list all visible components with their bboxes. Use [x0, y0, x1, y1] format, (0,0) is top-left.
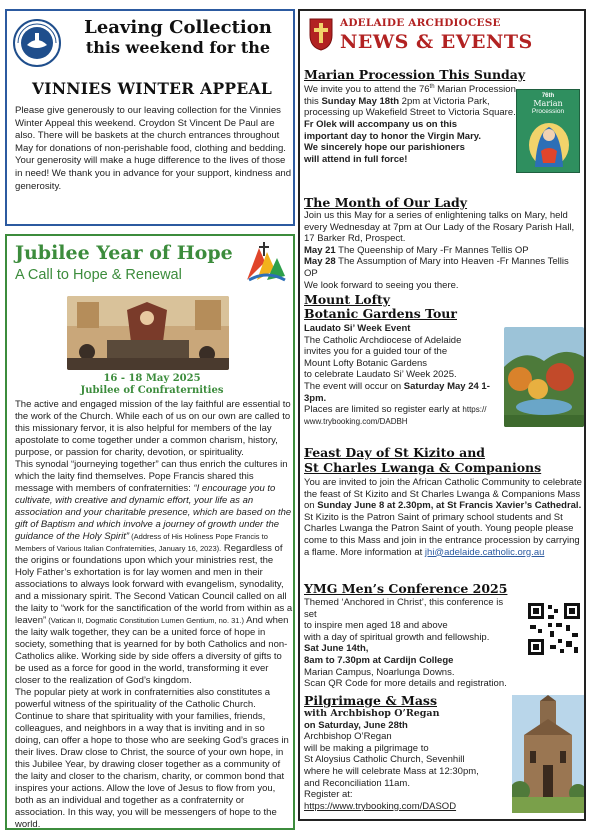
pilgrimage-line6: Register at:	[304, 789, 353, 801]
kizito-title-1: Feast Day of St Kizito and	[304, 445, 486, 460]
marian-line1-b: Marian Procession	[434, 84, 516, 96]
kizito-title-2: St Charles Lwanga & Companions	[304, 460, 542, 475]
pilgrimage-title: Pilgrimage & Mass	[304, 693, 437, 708]
jubilee-title: Jubilee Year of Hope	[15, 242, 233, 264]
lady-intro: Join us this May for a series of enlightening talks on Mary, held every Wednesday at 7pm at Our Lady of the Rosary Parish Hall, 17 Barker Rd, Prospect.	[304, 210, 575, 245]
pilgrimage-date: on Saturday, June 28th	[304, 719, 408, 731]
pilgrimage-line1: Archbishop O’Regan	[304, 731, 392, 743]
lady-date-2: May 28	[304, 256, 336, 268]
pilgrimage-line4: where he will celebrate Mass at 12:30pm,	[304, 765, 479, 777]
kizito-p1: You are invited to join the African Catholic Community to celebrate the feast of St Kizito and St Charles Lwanga & Companions Mass on	[304, 477, 582, 512]
ymg-title: YMG Men’s Conference 2025	[304, 581, 508, 596]
kizito-title	[304, 445, 541, 475]
lady-topic-1: The Queenship of Mary -Fr Mannes Tellis OP	[335, 244, 529, 256]
jubilee-p2-end: And when the laity walk together, they can be a united force of hope in society, something that is yearned for by both Catholics and non-Catholics alike. Working side by side offers a diversity of gifts to be used as a force for good in the world, transforming it ever closer to the realization of God’s kingdom.	[15, 615, 289, 686]
marian-line2-a: this	[304, 95, 322, 107]
ymg-time-venue: 8am to 7.30pm at Cardijn College	[304, 654, 454, 666]
jubilee-p2-intro: This synodal “journeying together” can thus enrich the cultures in which the laity find themselves. Pope Francis shared this message with members of confraternities:	[15, 459, 288, 494]
lady-closing: We look forward to seeing you there.	[304, 279, 459, 291]
lofty-line5	[304, 381, 504, 404]
lady-talk-2	[304, 256, 584, 279]
lofty-title	[304, 293, 457, 321]
procession-image	[67, 296, 229, 370]
church-photo	[512, 695, 584, 813]
kizito-p2: St Kizito is the Patron Saint of primary school students and St Charles Lwanga the Patron Saint of youth. Young people please come to this Mass and join in the entrance procession by carrying a flame. More information at	[304, 511, 580, 558]
marian-title: Marian Procession This Sunday	[304, 67, 526, 82]
marian-bold4: will attend in full force!	[304, 153, 408, 165]
lofty-body	[304, 323, 504, 427]
jubilee-article	[15, 399, 293, 831]
kizito-email-link[interactable]: jhi@adelaide.catholic.org.au	[424, 546, 545, 558]
lofty-line5-a: The event will occur on	[304, 380, 404, 392]
ymg-qr-code[interactable]	[526, 601, 582, 657]
lady-talk-1	[304, 245, 584, 257]
kizito-paragraph-2	[304, 512, 584, 558]
ymg-line3: with a day of spiritual growth and fellowship.	[304, 631, 490, 643]
vinnies-title	[67, 17, 289, 57]
marian-bold2: important day to honor the Virgin Mary.	[304, 130, 481, 142]
pope-quote: “I encourage you to cultivate, with creative and dynamic effort, your life as an association and your charitable presence, which are based on the gift of Baptism and which involve a journey of growth under the guidance of the Holy Spirit”	[15, 483, 292, 542]
lofty-line6	[304, 404, 504, 416]
lady-body	[304, 210, 584, 291]
jubilee-paragraph-2	[15, 459, 293, 687]
pilgrimage-subtitle: with Archbishop O’Regan	[304, 708, 440, 719]
ymg-body	[304, 597, 518, 690]
jubilee-paragraph-3: The popular piety at work in confraternities also constitutes a powerful witness of the spirituality of the Catholic Church. Continue to share that spirituality with your families, friends, colleagues, and neighbors in a way that is inviting and in so doing, can offer a hope to those who are seeking God’s graces in their lives. Draw close to Christ, the source of your own hope, in this Jubilee Year, by drawing closer together as a community of the laity and closer to the charism, charity, or common bond that inspires your actions. Allow the love of Jesus to flow from you, both as an individual and together as a confraternity or association. In this way, you will be messengers of hope to the world.	[15, 687, 289, 830]
jubilee-date	[15, 373, 289, 397]
marian-bold1: Fr Olek will accompany us on this	[304, 118, 458, 130]
pilgrimage-line2: will be making a pilgrimage to	[304, 742, 429, 754]
lofty-title-1: Mount Lofty	[304, 292, 391, 307]
poster-marian: Marian	[533, 99, 563, 108]
jubilee-paragraph-1: The active and engaged mission of the lay faithful are essential to the work of the Church. While each of us on our own are called to this missionary fervor, it is also helpful for members of the lay apostolate to come together under a common charism, history, purpose, or passion for charity, devotion, or spirituality.	[15, 399, 291, 458]
poster-76th: 76th	[541, 93, 555, 99]
pilgrimage-register-link[interactable]: https://www.trybooking.com/DASOD	[304, 800, 457, 812]
vinnies-appeal-heading: VINNIES WINTER APPEAL	[31, 79, 273, 98]
gardens-image	[504, 327, 584, 427]
sevenhill-church-image	[512, 695, 584, 813]
jubilee-subtitle: A Call to Hope & Renewal	[15, 267, 182, 283]
marian-poster	[516, 89, 580, 173]
lofty-line3: Mount Lofty Botanic Gardens	[304, 357, 428, 369]
vinnies-appeal-box	[5, 9, 295, 226]
vinnies-title-line1: Leaving Collection	[84, 17, 272, 38]
jubilee-p2-middle: Regardless of the origins or foundations upon which your ministries rest, the Holy Father’s exhortation is for lay women and men in their associations to always look forward with evangelism, synodality, and a missionary spirit. The Second Vatican Council called on all the laity to “work for the sanctification of the world from within as a leaven”	[15, 543, 293, 626]
jubilee-box	[5, 234, 295, 830]
svdp-logo	[13, 19, 61, 67]
jubilee-event-name: Jubilee of Confraternities	[80, 385, 224, 396]
jubilee-date-range: 16 - 18 May 2025	[103, 373, 201, 384]
jubilee-logo	[239, 240, 291, 296]
pilgrimage-body	[304, 708, 514, 812]
marian-bold3: We sincerely hope our parishioners	[304, 142, 465, 154]
pilgrimage-line5: and Reconciliation 11am.	[304, 777, 410, 789]
kizito-body	[304, 477, 584, 558]
lofty-photo	[504, 327, 584, 427]
confraternities-photo	[67, 296, 229, 370]
ymg-line1: Themed ‘Anchored in Christ’, this conference is set	[304, 597, 504, 620]
virgin-mary-image	[517, 115, 580, 167]
news-events-heading: NEWS & EVENTS	[340, 31, 533, 53]
lofty-subtitle: Laudato Si’ Week Event	[304, 323, 411, 334]
ymg-line6: Marian Campus, Noarlunga Downs.	[304, 666, 455, 678]
marian-line2-c: 2pm at Victoria Park,	[399, 95, 490, 107]
kizito-date: Sunday June 8 at 2.30pm, at St Francis Xavier’s Cathedral.	[317, 500, 582, 512]
lofty-link-start[interactable]: https://	[462, 405, 487, 415]
marian-line1-a: We invite you to attend the 76	[304, 84, 430, 96]
lady-date-1: May 21	[304, 244, 336, 256]
lofty-line6-a: Places are limited so register early at	[304, 404, 463, 416]
lofty-date: Saturday May 24 1-3pm.	[304, 380, 490, 404]
lofty-line1: The Catholic Archdiocese of Adelaide	[304, 334, 462, 346]
marian-sup: th	[429, 84, 435, 90]
marian-line3: processing up Wakefield Street to Victoria Square.	[304, 107, 516, 119]
marian-date: Sunday May 18th	[321, 95, 400, 107]
lofty-link[interactable]: www.trybooking.com/DADBH	[304, 416, 408, 426]
lady-topic-2: The Assumption of Mary into Heaven -Fr Mannes Tellis OP	[304, 256, 569, 279]
pope-quote-reference: (Address of His Holiness Pope Francis to Members of Various Italian Confraternities, January 16, 2023).	[15, 532, 268, 553]
ymg-line7: Scan QR Code for more details and registration.	[304, 678, 507, 690]
poster-procession: Procession	[531, 108, 565, 115]
lofty-line2: invites you for a guided tour of the	[304, 346, 448, 358]
ymg-date: Sat June 14th,	[304, 643, 369, 655]
marian-line2	[304, 96, 518, 108]
pilgrimage-line3: St Aloysius Catholic Church, Sevenhill	[304, 754, 465, 766]
kizito-paragraph-1	[304, 477, 584, 512]
lofty-title-2: Botanic Gardens Tour	[304, 306, 457, 321]
lady-title: The Month of Our Lady	[304, 195, 468, 210]
archdiocese-crest-icon	[308, 17, 334, 51]
ymg-line2: to inspire men aged 18 and above	[304, 620, 448, 632]
marian-body	[304, 82, 518, 165]
lofty-line4: to celebrate Laudato Si’ Week 2025.	[304, 369, 457, 381]
vinnies-body: Please give generously to our leaving collection for the Vinnies Winter Appeal this weekend. Croydon St Vincent De Paul are also. There will be baskets at the church entrances throughout May for donations of non-perishable food, clothing and bedding. Your generosity will make a huge difference to the lives of those in need! We thank you in advance for your support, kindness and generosity.	[15, 105, 292, 192]
vatican-reference: (Vatican II, Dogmatic Constitution Lumen Gentium, no. 31.)	[46, 616, 245, 625]
marian-line1	[304, 82, 518, 96]
archdiocese-label: ADELAIDE ARCHDIOCESE	[340, 17, 501, 29]
news-events-box	[298, 9, 586, 821]
vinnies-title-line2: this weekend for the	[85, 38, 271, 57]
